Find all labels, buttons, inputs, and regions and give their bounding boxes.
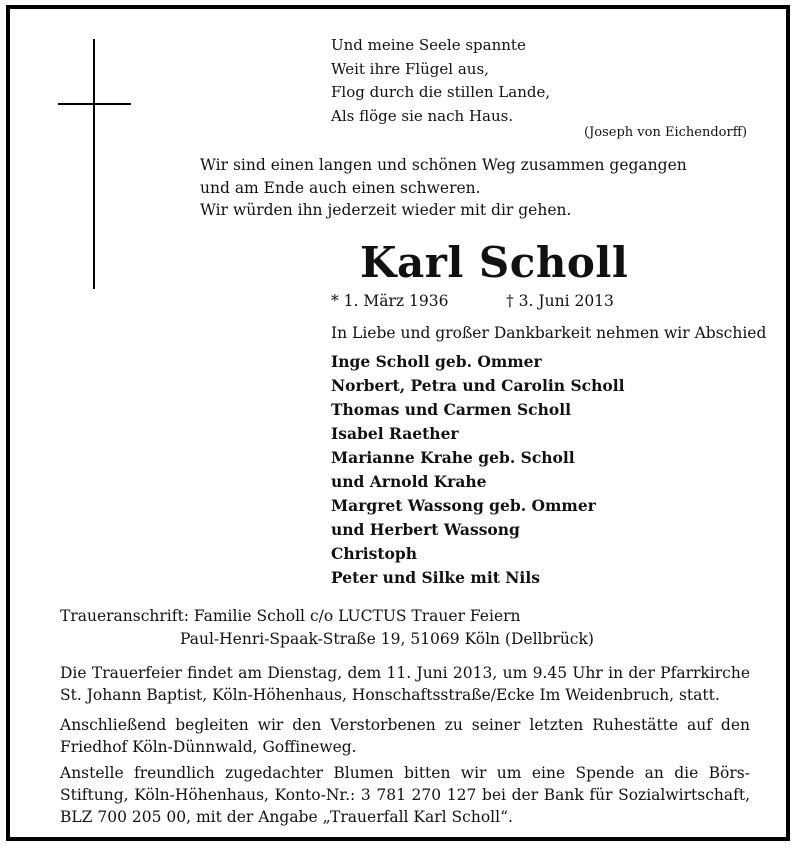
poem-line: Weit ihre Flügel aus, — [331, 59, 489, 78]
list-item: Inge Scholl geb. Ommer — [331, 352, 542, 371]
motto-line: Wir sind einen langen und schönen Weg zusammen gegangen — [200, 156, 687, 174]
list-item: Marianne Krahe geb. Scholl — [331, 448, 575, 467]
motto-line: und am Ende auch einen schweren. — [200, 178, 481, 197]
motto — [200, 154, 687, 222]
poem — [331, 34, 550, 128]
list-item: und Herbert Wassong — [331, 520, 520, 539]
list-item: Thomas und Carmen Scholl — [331, 400, 571, 419]
list-item: und Arnold Krahe — [331, 472, 487, 491]
mourning-address — [60, 605, 594, 650]
motto-line: Wir würden ihn jederzeit wieder mit dir gehen. — [200, 201, 572, 219]
deceased-name: Karl Scholl — [360, 238, 629, 287]
list-item: Christoph — [331, 544, 417, 563]
address-line: Paul-Henri-Spaak-Straße 19, 51069 Köln (Dellbrück) — [180, 629, 594, 648]
list-item: Peter und Silke mit Nils — [331, 568, 540, 587]
poem-line: Flog durch die stillen Lande, — [331, 83, 551, 101]
birth-date: * 1. März 1936 — [331, 292, 449, 310]
cross-icon-bar — [58, 103, 131, 105]
address-line: Traueranschrift: Familie Scholl c/o LUCTUS Trauer Feiern — [60, 607, 521, 625]
farewell-text: In Liebe und großer Dankbarkeit nehmen wir Abschied — [331, 324, 767, 342]
list-item: Isabel Raether — [331, 424, 459, 443]
poem-author: (Joseph von Eichendorff) — [584, 125, 748, 140]
list-item: Margret Wassong geb. Ommer — [331, 496, 596, 515]
death-date: † 3. Juni 2013 — [506, 292, 614, 310]
cross-icon — [93, 39, 95, 289]
burial-notice: Anschließend begleiten wir den Verstorbenen zu seiner letzten Ruhestätte auf den Friedhof Köln-Dünnwald, Goffineweg. — [60, 716, 750, 756]
poem-line: Als flöge sie nach Haus. — [331, 106, 514, 125]
funeral-notice: Die Trauerfeier findet am Dienstag, dem 11. Juni 2013, um 9.45 Uhr in der Pfarrkirche St. Johann Baptist, Köln-Höhenhaus, Honschaftsstraße/Ecke Im Weidenbruch, statt. — [60, 664, 750, 704]
poem-line: Und meine Seele spannte — [331, 36, 526, 54]
donation-notice: Anstelle freundlich zugedachter Blumen bitten wir um eine Spende an die Börs-Stiftung, Köln-Höhenhaus, Konto-Nr.: 3 781 270 127 bei der Bank für Sozialwirtschaft, BLZ 700 205 00, mit der Angabe „Trauerfall Karl Scholl“. — [60, 764, 750, 826]
mourners-list — [331, 350, 624, 590]
obituary-card — [6, 5, 790, 841]
list-item: Norbert, Petra und Carolin Scholl — [331, 376, 625, 395]
